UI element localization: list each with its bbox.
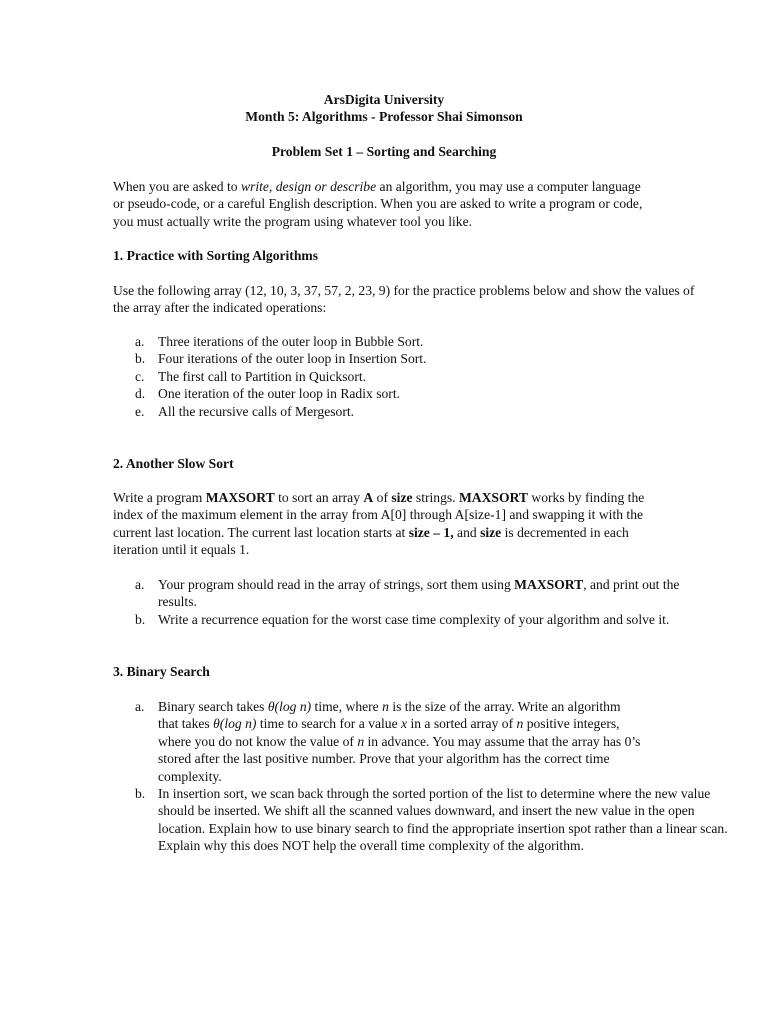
- section-3-heading: 3. Binary Search: [113, 664, 210, 679]
- section-1-heading: 1. Practice with Sorting Algorithms: [113, 248, 319, 263]
- list-item: a. Your program should read in the array of strings, sort them using MAXSORT, and print out the results.: [135, 577, 680, 610]
- list-item: b. Four iterations of the outer loop in Insertion Sort.: [135, 351, 427, 367]
- list-item: a. Three iterations of the outer loop in Bubble Sort.: [135, 334, 424, 349]
- section-1-list: [113, 333, 743, 420]
- list-item: b. In insertion sort, we scan back through the sorted portion of the list to determine where the new value should be inserted. We shift all the scanned values downward, and insert the new value in the open location. Explain how to use binary search to find the appropriate insertion spot rather than a linear scan. Explain why this does NOT help the overall time complexity of the algorithm.: [135, 786, 728, 854]
- list-item: a. Binary search takes θ(log n) time, where n is the size of the array. Write an algorithm that takes θ(log n) time to search for a value x in a sorted array of n positive integers, where you do not know the value of n in advance. You may assume that the array has 0’s stored after the last positive number. Prove that your algorithm has the correct time complexity.: [135, 699, 641, 784]
- section-1-intro: Use the following array (12, 10, 3, 37, 57, 2, 23, 9) for the practice problems below and show the values of the array after the indicated operations:: [113, 283, 695, 316]
- course-title: Month 5: Algorithms - Professor Shai Simonson: [245, 109, 523, 124]
- section-2-list: [113, 576, 703, 628]
- list-item: b. Write a recurrence equation for the worst case time complexity of your algorithm and solve it.: [135, 611, 670, 627]
- problem-set-title: Problem Set 1 – Sorting and Searching: [271, 144, 497, 159]
- section-3-list: [113, 698, 743, 855]
- list-item: e. All the recursive calls of Mergesort.: [135, 403, 355, 419]
- intro-paragraph: When you are asked to write, design or describe an algorithm, you may use a computer language or pseudo-code, or a careful English description. When you are asked to write a program or code, you must actually write the program using whatever tool you like.: [113, 179, 643, 229]
- university-title: ArsDigita University: [323, 92, 445, 107]
- section-2-heading: 2. Another Slow Sort: [113, 456, 234, 471]
- section-2-paragraph: Write a program MAXSORT to sort an array A of size strings. MAXSORT works by finding the index of the maximum element in the array from A[0] through A[size-1] and swapping it with the current last location. The current last location starts at size – 1, and size is decremented in each iteration until it equals 1.: [113, 490, 645, 558]
- list-item: c. The first call to Partition in Quicksort.: [135, 368, 367, 384]
- list-item: d. One iteration of the outer loop in Radix sort.: [135, 386, 400, 402]
